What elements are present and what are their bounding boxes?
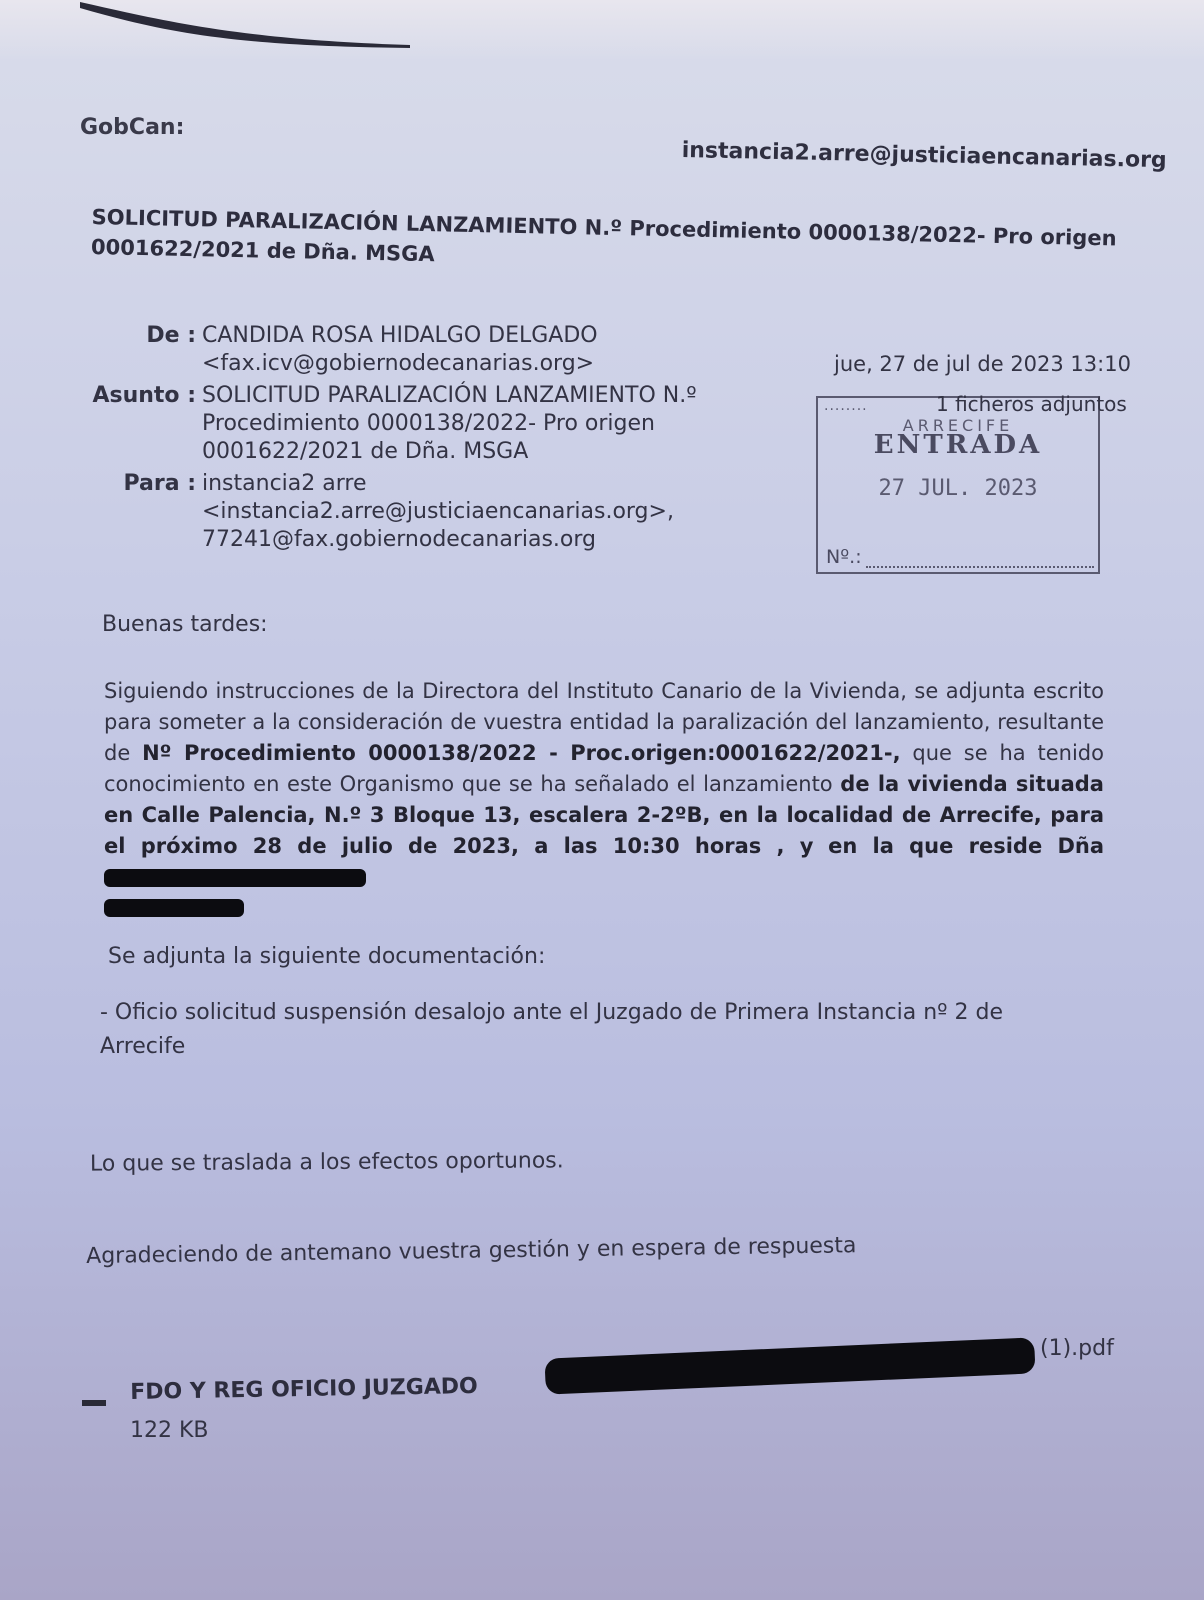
stamp-number-label: Nº.: (826, 546, 862, 568)
from-label: De : (146, 323, 196, 348)
subject-label: Asunto : (92, 383, 196, 408)
procedure-number: Nº Procedimiento 0000138/2022 - Proc.origen:0001622/2021-, (142, 741, 901, 765)
to-label: Para : (123, 471, 196, 496)
stamp-dotted-top: ........ (824, 398, 868, 414)
stamp-date: 27 JUL. 2023 (878, 476, 1038, 501)
subject-row (80, 382, 762, 466)
to-row (80, 470, 762, 554)
to-email-fax: 77241@fax.gobiernodecanarias.org (202, 527, 597, 552)
to-email: <instancia2.arre@justiciaencanarias.org>, (202, 499, 674, 524)
closing-line-2: Agradeciendo de antemano vuestra gestión y en espera de respuesta (86, 1233, 857, 1269)
property-location: de la vivienda situada en Calle Palencia, N.º 3 Bloque 13, escalera 2-2ºB, en la localidad de Arrecife, para el próximo 28 de julio de 2023, a las 10:30 horas , y (104, 772, 1104, 858)
subject-value: SOLICITUD PARALIZACIÓN LANZAMIENTO N.º Procedimiento 0000138/2022- Pro origen 0001622/2021 de Dña. MSGA (202, 383, 697, 464)
documents-item: - Oficio solicitud suspensión desalojo ante el Juzgado de Primera Instancia nº 2 de Arrecife (100, 1000, 1004, 1059)
attachment-name[interactable]: FDO Y REG OFICIO JUZGADO (130, 1373, 478, 1405)
stamp-number (826, 546, 1094, 568)
stamp-number-line (866, 560, 1094, 568)
email-header (80, 322, 762, 554)
stamp-city: ARRECIFE (902, 416, 1014, 435)
body-paragraph (104, 676, 1104, 917)
from-email: <fax.icv@gobiernodecanarias.org> (202, 351, 595, 376)
email-date: jue, 27 de jul de 2023 13:10 (834, 352, 1131, 376)
to-name: instancia2 arre (202, 471, 367, 496)
entry-stamp (816, 396, 1100, 574)
redacted-name-continued (104, 899, 244, 917)
attachments-count: 1 ficheros adjuntos (936, 392, 1127, 416)
body-intro: Siguiendo instrucciones de la Directora del Instituto Canario de la Vivienda, se adjunta escrito para someter a la consideración de vuestra entidad la paralización del lanzamiento, resultante de (104, 679, 1104, 765)
gobcan-logo: GobCan: (80, 115, 185, 140)
redacted-name (104, 869, 366, 887)
from-name: CANDIDA ROSA HIDALGO DELGADO (202, 323, 598, 348)
body-end: en la que reside Dña (828, 834, 1104, 858)
body-mid: que se ha tenido conocimiento en este Organismo que se ha señalado el lanzamiento (104, 741, 1104, 796)
closing-line-1: Lo que se traslada a los efectos oportunos. (89, 1148, 564, 1177)
attachment-size: 122 KB (130, 1418, 209, 1443)
from-row (80, 322, 762, 378)
attachment-extension[interactable]: (1).pdf (1040, 1336, 1114, 1361)
documents-intro: Se adjunta la siguiente documentación: (108, 944, 546, 969)
stamp-title: ENTRADA (873, 430, 1043, 460)
document-title: SOLICITUD PARALIZACIÓN LANZAMIENTO N.º Procedimiento 0000138/2022- Pro origen 0001622/2021 de Dña. MSGA (90, 204, 1117, 267)
attachment-bullet (82, 1400, 106, 1406)
top-email-address: instancia2.arre@justiciaencanarias.org (681, 138, 1167, 174)
redacted-filename (544, 1337, 1035, 1394)
fold-mark (80, 0, 420, 50)
greeting: Buenas tardes: (102, 612, 268, 637)
